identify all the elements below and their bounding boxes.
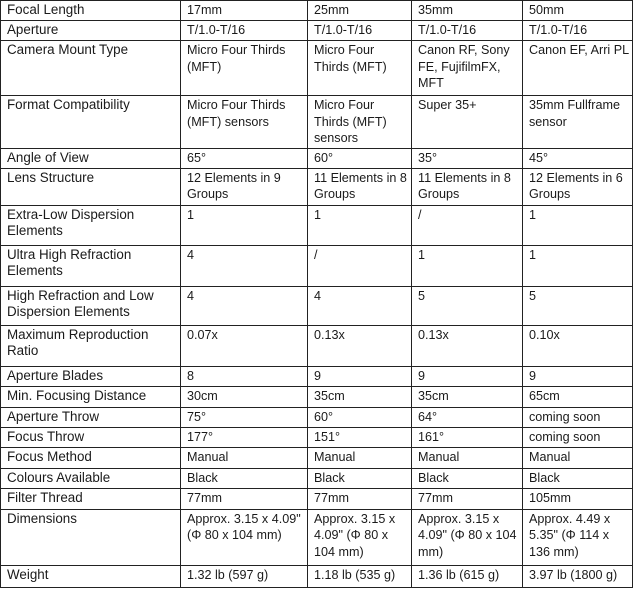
table-cell: 17mm: [181, 1, 308, 21]
table-cell: 60°: [308, 407, 412, 427]
row-label: Colours Available: [1, 468, 181, 488]
table-cell: 35cm: [412, 386, 523, 407]
row-label: Camera Mount Type: [1, 41, 181, 96]
table-cell: 12 Elements in 6 Groups: [523, 168, 633, 205]
table-cell: 1.36 lb (615 g): [412, 565, 523, 587]
table-cell: 12 Elements in 9 Groups: [181, 168, 308, 205]
table-cell: 35mm: [412, 1, 523, 21]
table-cell: 35°: [412, 148, 523, 168]
table-cell: 5: [523, 286, 633, 325]
table-cell: Black: [523, 468, 633, 488]
row-label: Aperture Blades: [1, 366, 181, 386]
table-cell: 9: [523, 366, 633, 386]
table-cell: 151°: [308, 427, 412, 447]
table-cell: Micro Four Thirds (MFT): [181, 41, 308, 96]
row-label: Lens Structure: [1, 168, 181, 205]
table-cell: 177°: [181, 427, 308, 447]
table-row: [1, 21, 633, 41]
table-cell: 9: [308, 366, 412, 386]
table-row: [1, 325, 633, 366]
table-cell: Super 35+: [412, 96, 523, 149]
table-cell: 0.07x: [181, 325, 308, 366]
table-cell: 45°: [523, 148, 633, 168]
table-cell: 1.18 lb (535 g): [308, 565, 412, 587]
table-row: [1, 205, 633, 245]
table-cell: 77mm: [308, 488, 412, 509]
table-row: [1, 148, 633, 168]
table-cell: 35mm Fullframe sensor: [523, 96, 633, 149]
row-label: Angle of View: [1, 148, 181, 168]
table-cell: T/1.0-T/16: [308, 21, 412, 41]
table-cell: 77mm: [412, 488, 523, 509]
table-cell: 65cm: [523, 386, 633, 407]
table-cell: 1: [308, 205, 412, 245]
table-cell: Canon RF, Sony FE, FujifilmFX, MFT: [412, 41, 523, 96]
table-row: [1, 245, 633, 286]
table-cell: 0.13x: [412, 325, 523, 366]
table-cell: /: [308, 245, 412, 286]
table-row: [1, 488, 633, 509]
table-cell: Black: [412, 468, 523, 488]
table-cell: /: [412, 205, 523, 245]
table-row: [1, 565, 633, 587]
table-cell: Black: [308, 468, 412, 488]
row-label: Aperture: [1, 21, 181, 41]
table-cell: T/1.0-T/16: [412, 21, 523, 41]
table-cell: 1: [181, 205, 308, 245]
table-cell: 65°: [181, 148, 308, 168]
table-row: [1, 1, 633, 21]
table-cell: 0.10x: [523, 325, 633, 366]
table-cell: 9: [412, 366, 523, 386]
table-cell: T/1.0-T/16: [181, 21, 308, 41]
table-row: [1, 168, 633, 205]
table-cell: 105mm: [523, 488, 633, 509]
table-row: [1, 468, 633, 488]
row-label: Maximum Reproduction Ratio: [1, 325, 181, 366]
row-label: Dimensions: [1, 509, 181, 565]
table-cell: 1.32 lb (597 g): [181, 565, 308, 587]
table-row: [1, 509, 633, 565]
table-row: [1, 96, 633, 149]
table-row: [1, 286, 633, 325]
table-cell: Manual: [412, 447, 523, 468]
row-label: Weight: [1, 565, 181, 587]
table-cell: T/1.0-T/16: [523, 21, 633, 41]
table-cell: 8: [181, 366, 308, 386]
table-row: [1, 41, 633, 96]
table-cell: 35cm: [308, 386, 412, 407]
row-label: Extra-Low Dispersion Elements: [1, 205, 181, 245]
table-cell: Micro Four Thirds (MFT) sensors: [181, 96, 308, 149]
row-label: Aperture Throw: [1, 407, 181, 427]
row-label: Min. Focusing Distance: [1, 386, 181, 407]
table-row: [1, 427, 633, 447]
table-cell: Manual: [523, 447, 633, 468]
row-label: Filter Thread: [1, 488, 181, 509]
table-cell: Micro Four Thirds (MFT) sensors: [308, 96, 412, 149]
table-row: [1, 447, 633, 468]
table-row: [1, 366, 633, 386]
table-cell: 5: [412, 286, 523, 325]
table-cell: Approx. 4.49 x 5.35" (Φ 114 x 136 mm): [523, 509, 633, 565]
table-cell: Black: [181, 468, 308, 488]
table-cell: 0.13x: [308, 325, 412, 366]
table-cell: 77mm: [181, 488, 308, 509]
table-cell: 11 Elements in 8 Groups: [412, 168, 523, 205]
table-cell: Approx. 3.15 x 4.09" (Φ 80 x 104 mm): [308, 509, 412, 565]
table-cell: 4: [308, 286, 412, 325]
table-row: [1, 407, 633, 427]
table-cell: 11 Elements in 8 Groups: [308, 168, 412, 205]
table-cell: coming soon: [523, 427, 633, 447]
table-cell: Micro Four Thirds (MFT): [308, 41, 412, 96]
table-cell: Manual: [181, 447, 308, 468]
table-cell: 4: [181, 286, 308, 325]
row-label: Focal Length: [1, 1, 181, 21]
table-cell: 3.97 lb (1800 g): [523, 565, 633, 587]
table-cell: 1: [523, 245, 633, 286]
table-row: [1, 386, 633, 407]
table-cell: coming soon: [523, 407, 633, 427]
table-cell: 25mm: [308, 1, 412, 21]
table-cell: Manual: [308, 447, 412, 468]
row-label: Format Compatibility: [1, 96, 181, 149]
table-cell: 1: [412, 245, 523, 286]
table-cell: 1: [523, 205, 633, 245]
table-cell: 4: [181, 245, 308, 286]
table-cell: Approx. 3.15 x 4.09" (Φ 80 x 104 mm): [181, 509, 308, 565]
table-cell: 60°: [308, 148, 412, 168]
table-cell: 75°: [181, 407, 308, 427]
row-label: Focus Method: [1, 447, 181, 468]
spec-table-body: [1, 1, 633, 588]
table-cell: Canon EF, Arri PL: [523, 41, 633, 96]
table-cell: Approx. 3.15 x 4.09" (Φ 80 x 104 mm): [412, 509, 523, 565]
table-cell: 64°: [412, 407, 523, 427]
table-cell: 161°: [412, 427, 523, 447]
table-cell: 30cm: [181, 386, 308, 407]
table-cell: 50mm: [523, 1, 633, 21]
row-label: High Refraction and Low Dispersion Elements: [1, 286, 181, 325]
row-label: Ultra High Refraction Elements: [1, 245, 181, 286]
row-label: Focus Throw: [1, 427, 181, 447]
